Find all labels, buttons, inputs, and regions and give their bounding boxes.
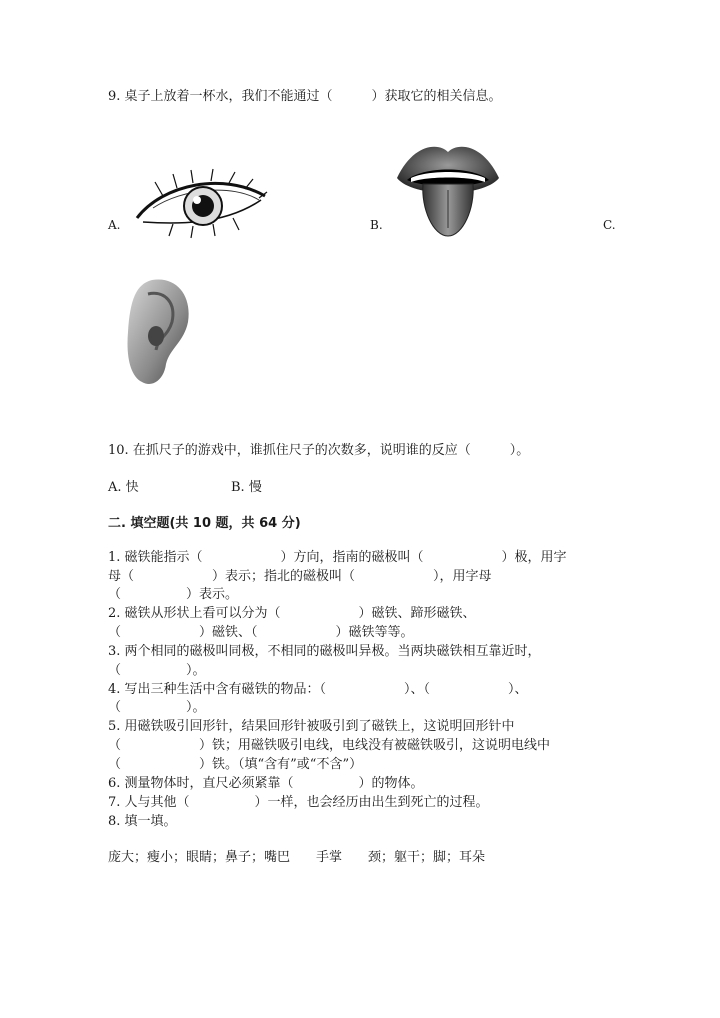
mouth-tongue-image [393,138,503,240]
fill-q1-line1: 1. 磁铁能指示（ ）方向，指南的磁极叫（ ）极，用字 [108,550,567,565]
question-9-stem: 9. 桌子上放着一杯水，我们不能通过（ ）获取它的相关信息。 [108,89,502,104]
eye-image [133,166,269,242]
fill-q5-line1: 5. 用磁铁吸引回形针，结果回形针被吸引到了磁铁上，这说明回形针中 [108,719,515,734]
question-9-option-b-label: B. [370,218,383,232]
question-10-option-b: B. 慢 [231,480,262,495]
section-heading-fill-blank: 二. 填空题(共 10 题，共 64 分) [108,516,301,531]
fill-q2-line2: （ ）磁铁、（ ）磁铁等等。 [108,625,414,640]
fill-q8: 8. 填一填。 [108,814,177,829]
fill-q5-line2: （ ）铁；用磁铁吸引电线，电线没有被磁铁吸引，这说明电线中 [108,738,551,753]
fill-q1-line2: 母（ ）表示；指北的磁极叫（ ），用字母 [108,569,492,584]
question-9-option-c-label: C. [603,218,616,232]
question-10-stem: 10. 在抓尺子的游戏中，谁抓住尺子的次数多，说明谁的反应（ ）。 [108,443,530,458]
fill-q6: 6. 测量物体时，直尺必须紧靠（ ）的物体。 [108,776,424,791]
fill-q3-line2: （ ）。 [108,663,206,678]
fill-q4-line2: （ ）。 [108,700,206,715]
ear-image [122,276,194,388]
fill-q4-line1: 4. 写出三种生活中含有磁铁的物品：（ ）、（ ）、 [108,682,528,697]
question-10-option-a: A. 快 [108,480,139,495]
fill-q7: 7. 人与其他（ ）一样，也会经历由出生到死亡的过程。 [108,795,489,810]
fill-q5-line3: （ ）铁。（填“含有”或“不含”） [108,757,363,772]
question-9-option-a-label: A. [108,218,121,232]
fill-q1-line3: （ ）表示。 [108,587,239,602]
fill-q3-line1: 3. 两个相同的磁极叫同极，不相同的磁极叫异极。当两块磁铁相互靠近时， [108,644,541,659]
word-list: 庞大；瘦小；眼睛；鼻子；嘴巴 手掌 颈；躯干；脚；耳朵 [108,850,486,865]
fill-q2-line1: 2. 磁铁从形状上看可以分为（ ）磁铁、蹄形磁铁、 [108,606,476,621]
